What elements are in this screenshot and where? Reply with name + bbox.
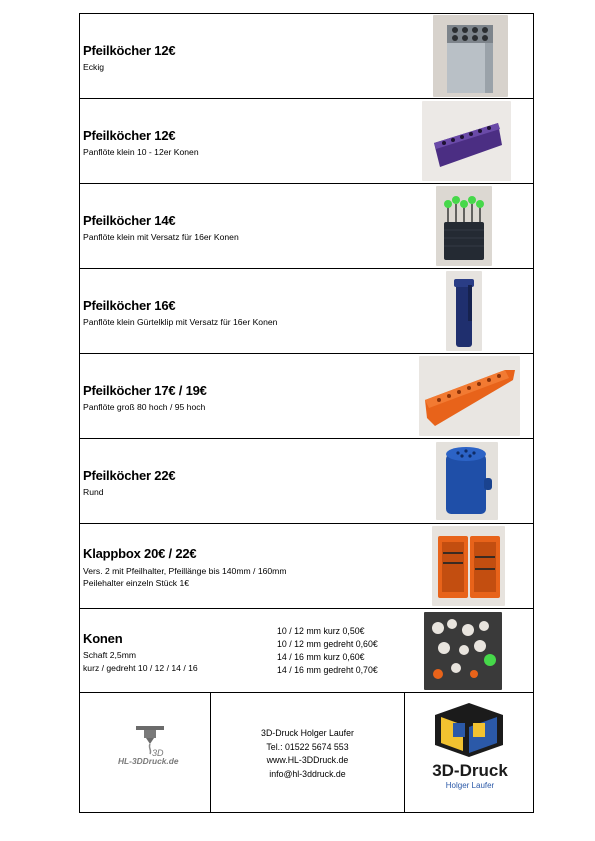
- printer-nozzle-icon: [130, 722, 170, 758]
- product-title: Pfeilköcher 17€ / 19€: [83, 383, 207, 398]
- product-photo-panfloete-gross: [419, 356, 520, 436]
- product-title: Konen: [83, 631, 123, 646]
- contact-email[interactable]: info@hl-3ddruck.de: [269, 768, 346, 779]
- product-description: Schaft 2,5mm: [83, 650, 137, 660]
- product-description: Vers. 2 mit Pfeilhalter, Pfeillänge bis 140mm / 160mm: [83, 566, 287, 576]
- footer-logo-cell: [80, 693, 211, 813]
- contact-website[interactable]: www.HL-3DDruck.de: [266, 755, 349, 766]
- price-line: 14 / 16 mm kurz 0,60€: [277, 652, 365, 662]
- product-row-eckig: [80, 14, 533, 99]
- product-description: Panflöte klein Gürtelklip mit Versatz für 16er Konen: [83, 317, 278, 327]
- product-row-guertelklip: [80, 269, 533, 354]
- footer-contact-cell: [211, 693, 405, 813]
- product-description: Panflöte klein 10 - 12er Konen: [83, 147, 199, 157]
- product-photo-rund: [436, 442, 498, 520]
- product-title: Pfeilköcher 12€: [83, 128, 176, 143]
- footer-logo-text: HL-3DDruck.de: [118, 756, 179, 766]
- product-photo-panfloete-klein: [422, 101, 511, 181]
- product-photo-konen: [424, 612, 502, 690]
- product-description: Peilehalter einzeln Stück 1€: [83, 578, 190, 588]
- price-line: 10 / 12 mm kurz 0,50€: [277, 626, 365, 636]
- product-description: Panflöte groß 80 hoch / 95 hoch: [83, 402, 206, 412]
- product-row-rund: [80, 439, 533, 524]
- konen-price-list: [277, 625, 378, 677]
- product-title: Pfeilköcher 14€: [83, 213, 176, 228]
- product-description: kurz / gedreht 10 / 12 / 14 / 16: [83, 663, 198, 673]
- product-row-konen: [80, 609, 533, 693]
- price-line: 10 / 12 mm gedreht 0,60€: [277, 639, 378, 649]
- product-description: Rund: [83, 487, 104, 497]
- price-sheet: [79, 13, 534, 813]
- product-title: Klappbox 20€ / 22€: [83, 546, 197, 561]
- product-photo-panfloete-versatz: [436, 186, 492, 266]
- product-title: Pfeilköcher 16€: [83, 298, 176, 313]
- brand-subtitle: Holger Laufer: [445, 781, 495, 790]
- footer-brand-cell: [405, 693, 535, 813]
- product-title: Pfeilköcher 12€: [83, 43, 176, 58]
- product-photo-guertelklip: [446, 271, 482, 351]
- footer: [80, 693, 533, 813]
- brand-title: 3D-Druck: [432, 761, 508, 780]
- product-description: Eckig: [83, 62, 105, 72]
- product-row-klappbox: [80, 524, 533, 609]
- product-row-panfloete-versatz: [80, 184, 533, 269]
- brand-cube-logo: [433, 701, 505, 759]
- product-row-panfloete-klein: [80, 99, 533, 184]
- product-photo-eckig: [433, 15, 508, 97]
- product-description: Panflöte klein mit Versatz für 16er Konen: [83, 232, 239, 242]
- product-title: Pfeilköcher 22€: [83, 468, 176, 483]
- svg-text:3D: 3D: [152, 748, 164, 758]
- contact-name: 3D-Druck Holger Laufer: [261, 728, 354, 738]
- product-photo-klappbox: [432, 526, 505, 606]
- product-row-panfloete-gross: [80, 354, 533, 439]
- price-line: 14 / 16 mm gedreht 0,70€: [277, 665, 378, 675]
- contact-phone: Tel.: 01522 5674 553: [266, 741, 349, 752]
